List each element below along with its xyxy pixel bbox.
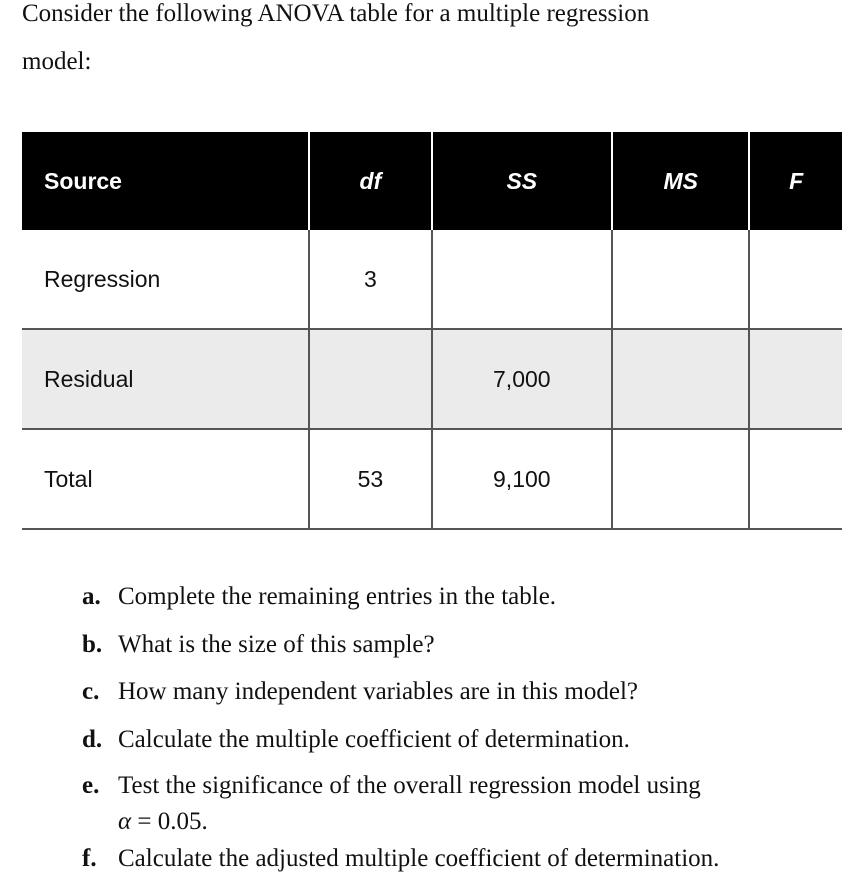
cell-f [749, 329, 842, 429]
cell-ms [612, 329, 749, 429]
question-text: How many independent variables are in this model? [118, 678, 638, 705]
question-item [82, 840, 842, 878]
question-text: What is the size of this sample? [118, 630, 435, 658]
question-text: Calculate the multiple coefficient of determination. [118, 725, 630, 753]
header-f: F [749, 132, 842, 230]
cell-df [309, 329, 431, 429]
header-ms: MS [612, 132, 749, 230]
alpha-value: = 0.05. [131, 808, 208, 835]
cell-f [749, 429, 842, 529]
question-item [82, 721, 842, 759]
table-row-residual [22, 329, 842, 429]
question-item [82, 578, 842, 616]
table-row-regression [22, 230, 842, 329]
question-list [82, 578, 842, 888]
header-ss: SS [432, 132, 612, 230]
cell-ms [612, 429, 749, 529]
table-header-row [22, 132, 842, 230]
question-text: Calculate the adjusted multiple coefficient of determination. [118, 845, 720, 872]
header-df: df [309, 132, 431, 230]
question-item [82, 673, 842, 711]
cell-ss [432, 230, 612, 329]
question-label: a. [82, 583, 101, 610]
problem-intro [22, 0, 822, 86]
anova-table [22, 132, 842, 530]
question-text: Test the significance of the overall regression model using [118, 772, 701, 799]
table-row-total [22, 429, 842, 529]
question-label: b. [82, 630, 103, 658]
question-item [82, 626, 842, 664]
question-label: f. [82, 845, 97, 872]
question-label: d. [82, 725, 103, 753]
question-text: Complete the remaining entries in the table. [118, 583, 557, 610]
cell-source: Total [22, 429, 309, 529]
question-label: c. [82, 678, 100, 705]
cell-df: 53 [309, 429, 431, 529]
cell-source: Residual [22, 329, 309, 429]
cell-ss: 9,100 [432, 429, 612, 529]
cell-source: Regression [22, 230, 309, 329]
cell-ss: 7,000 [432, 329, 612, 429]
intro-line-2: model: [22, 48, 92, 75]
question-item [82, 768, 842, 840]
alpha-symbol: α [118, 808, 132, 835]
question-label: e. [82, 772, 100, 799]
cell-f [749, 230, 842, 329]
cell-ms [612, 230, 749, 329]
header-source: Source [44, 167, 122, 194]
cell-df: 3 [309, 230, 431, 329]
intro-line-1: Consider the following ANOVA table for a multiple regression [22, 0, 650, 27]
